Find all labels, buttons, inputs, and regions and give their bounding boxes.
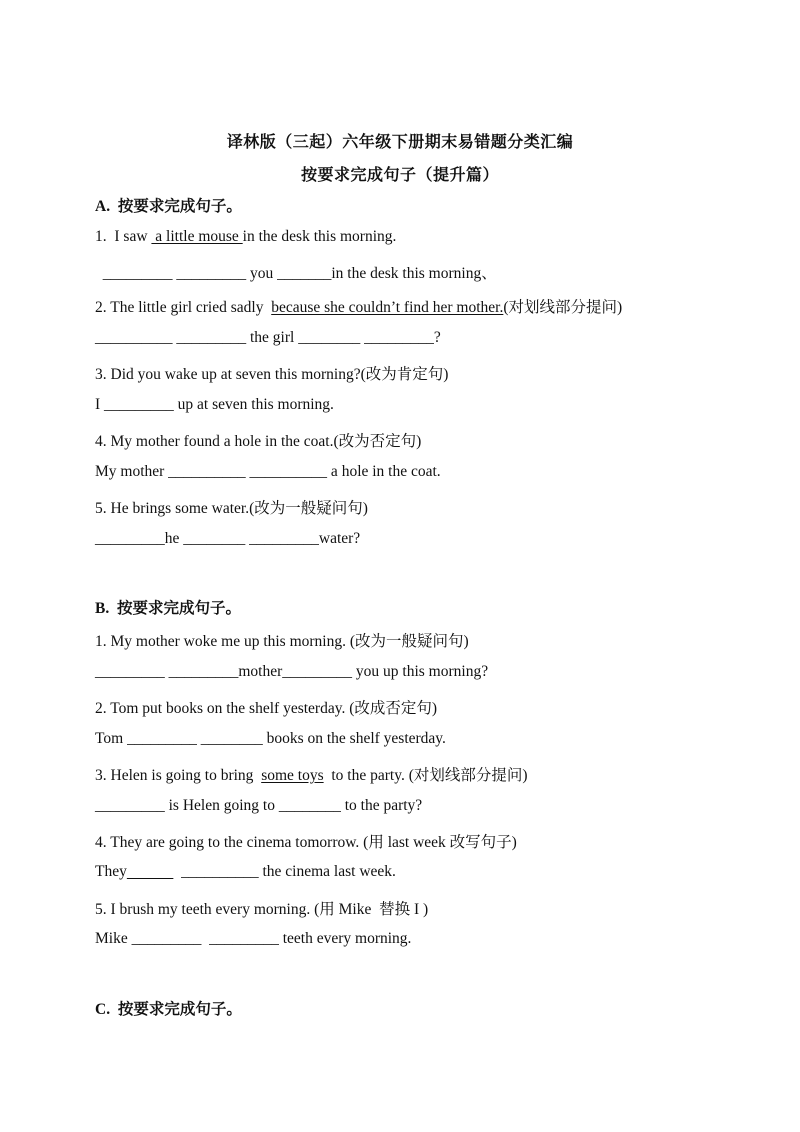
a-question-2: 2. The little girl cried sadly because she couldn’t find her mother.(对划线部分提问): [95, 299, 623, 316]
b-answer-5: Mike _________ _________ teeth every morning.: [95, 930, 412, 947]
a-question-1: 1. I saw a little mouse in the desk this morning.: [95, 228, 397, 245]
section-c-heading: C. 按要求完成句子。: [95, 1001, 242, 1018]
page-subtitle: 按要求完成句子（提升篇）: [300, 167, 499, 184]
section-a-heading: A. 按要求完成句子。: [95, 198, 242, 215]
a-answer-2: __________ _________ the girl ________ _________?: [95, 329, 441, 346]
underlined-phrase: some toys: [261, 767, 324, 784]
page-title: 译林版（三起）六年级下册期末易错题分类汇编: [226, 134, 574, 151]
answer-blank: [127, 863, 174, 880]
b-question-4: 4. They are going to the cinema tomorrow. (用 last week 改写句子): [95, 834, 517, 851]
b-answer-2: Tom _________ ________ books on the shelf yesterday.: [95, 730, 446, 747]
b-question-2: 2. Tom put books on the shelf yesterday. (改成否定句): [95, 700, 438, 717]
section-b-heading: B. 按要求完成句子。: [95, 600, 241, 617]
underlined-phrase: because she couldn’t find her mother.: [271, 299, 504, 316]
underlined-phrase: a little mouse: [151, 228, 243, 245]
a-question-5: 5. He brings some water.(改为一般疑问句): [95, 500, 368, 517]
b-answer-1: _________ _________mother_________ you up this morning?: [95, 663, 489, 680]
b-question-1: 1. My mother woke me up this morning. (改为一般疑问句): [95, 633, 469, 650]
a-answer-3: I _________ up at seven this morning.: [95, 396, 334, 413]
a-question-4: 4. My mother found a hole in the coat.(改为否定句): [95, 433, 422, 450]
b-question-5: 5. I brush my teeth every morning. (用 Mike 替换 I ): [95, 901, 429, 918]
a-answer-4: My mother __________ __________ a hole in the coat.: [95, 463, 441, 480]
a-question-3: 3. Did you wake up at seven this morning?(改为肯定句): [95, 366, 449, 383]
a-answer-1: _________ _________ you _______in the desk this morning、: [95, 265, 497, 282]
a-answer-5: _________he ________ _________water?: [95, 530, 361, 547]
b-question-3: 3. Helen is going to bring some toys to the party. (对划线部分提问): [95, 767, 528, 784]
b-answer-3: _________ is Helen going to ________ to the party?: [95, 797, 423, 814]
b-answer-4: They __________ the cinema last week.: [95, 863, 396, 880]
